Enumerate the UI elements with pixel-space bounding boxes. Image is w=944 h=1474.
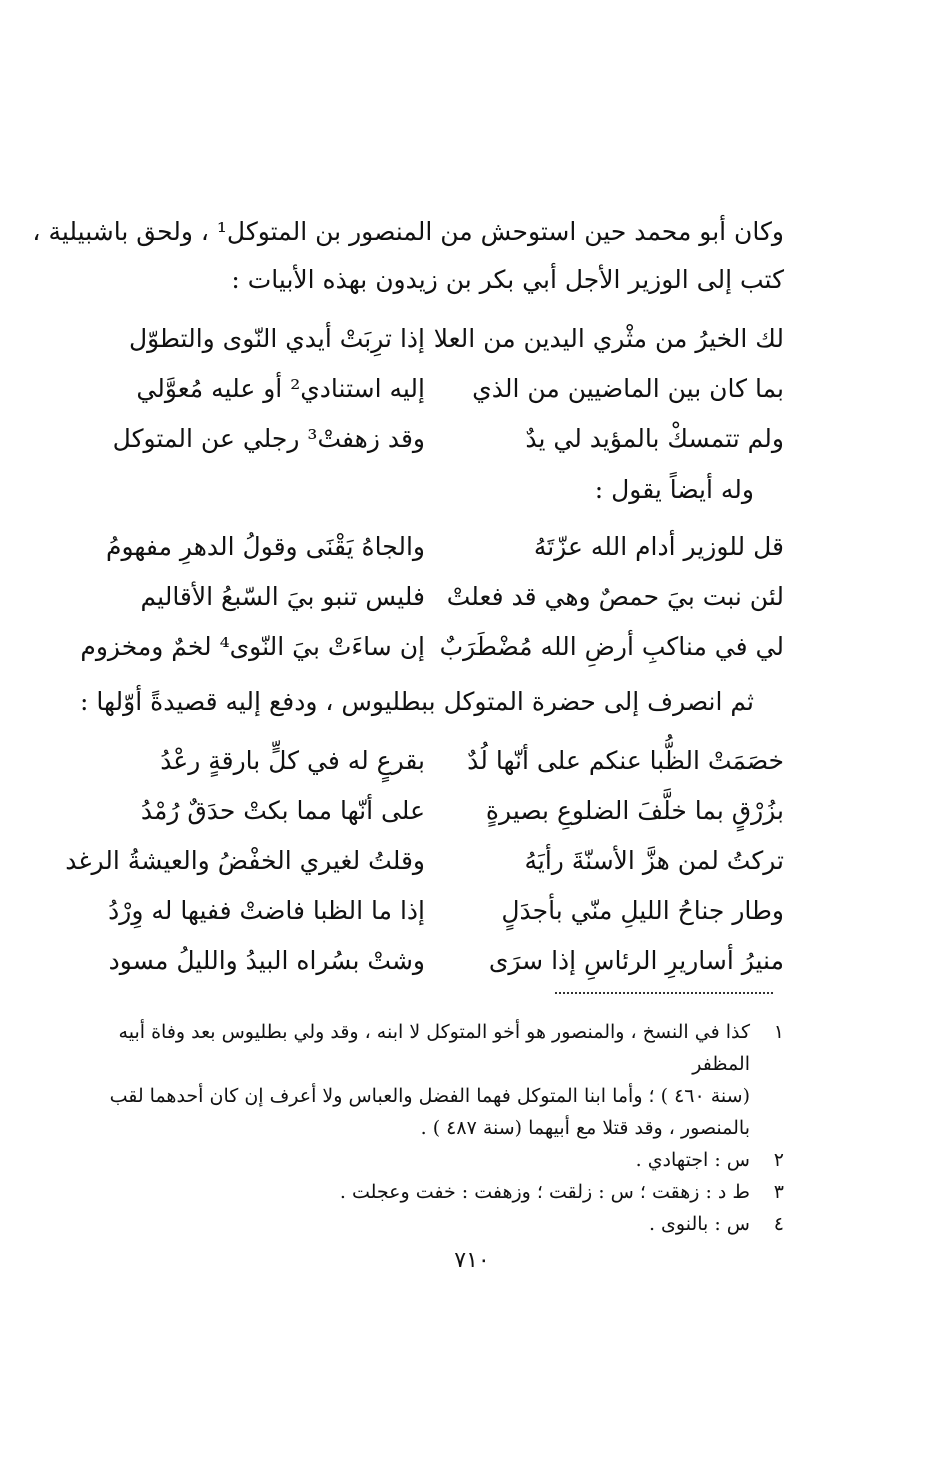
first-hemistich: قل للوزير أدام الله عزّتَهُ <box>533 532 784 561</box>
footnote-divider <box>555 992 773 994</box>
footnote <box>94 1176 784 1208</box>
second-hemistich: على أنّها مما بكتْ حدَقٌ رُمْدُ <box>140 796 425 825</box>
second-hemistich: إليه استنادي² أو عليه مُعوَّلي <box>136 374 425 403</box>
page-number: ٧١٠ <box>454 1248 490 1273</box>
second-hemistich: بقرعٍ له في كلٍّ بارقةٍ رعْدُ <box>160 746 425 775</box>
verse-line <box>105 572 784 622</box>
verse-line <box>105 522 784 572</box>
first-hemistich: لك الخيرُ من مثْري اليدين من العلا <box>433 324 784 353</box>
second-hemistich: والجاهُ يَقْنَى وقولُ الدهرِ مفهومُ <box>106 532 425 561</box>
verse-line <box>105 314 784 364</box>
footnote-text: س : اجتهادي . <box>635 1149 750 1171</box>
first-hemistich: بزُرْقٍ بما خلَّفَ الضلوعِ بصيرةٍ <box>485 796 784 825</box>
second-hemistich: وقلتُ لغيري الخفْضُ والعيشةُ الرغد <box>65 846 425 875</box>
first-hemistich: تركتُ لمن هزَّ الأسنّةَ رأيَهُ <box>524 846 784 875</box>
footnote-text: بالمنصور ، وقد قتلا مع أبيهما (سنة ٤٨٧ ) . <box>420 1117 750 1139</box>
footnote <box>94 1144 784 1176</box>
verse-line <box>105 736 784 786</box>
verse-line <box>105 936 784 986</box>
first-hemistich: بما كان بين الماضيين من الذي <box>472 374 784 403</box>
poem-3 <box>65 736 784 986</box>
second-hemistich: وشتْ بسُراه البيدُ والليلُ مسود <box>108 946 425 975</box>
footnote-text: ط د : زهقت ؛ س : زلقت ؛ وزهفت : خفت وعجلت . <box>339 1181 750 1203</box>
first-hemistich: وطار جناحُ الليلِ منّي بأجدَلٍ <box>501 896 784 925</box>
footnote-text: (سنة ٤٦٠ ) ؛ وأما ابنا المتوكل فهما الفضل والعباس ولا أعرف إن كان أحدهما لقب <box>109 1085 750 1107</box>
intro-line: كتب إلى الوزير الأجل أبي بكر بن زيدون بهذه الأبيات : <box>231 265 784 294</box>
section-heading: وله أيضاً يقول : <box>594 475 754 504</box>
second-hemistich: وقد زهفتْ³ رجلي عن المتوكل <box>112 424 425 453</box>
first-hemistich: لئن نبت بيَ حمصٌ وهي قد فعلتْ <box>446 582 784 611</box>
footnote-number: ٣ <box>773 1181 784 1203</box>
verse-line <box>105 364 784 414</box>
section-heading: ثم انصرف إلى حضرة المتوكل ببطليوس ، ودفع إليه قصيدةً أوّلها : <box>80 687 754 716</box>
second-hemistich: إذا ما الظبا فاضتْ ففيها له وِرْدُ <box>108 896 425 925</box>
footnote <box>94 1208 784 1240</box>
verse-line <box>105 414 784 464</box>
verse-line <box>105 786 784 836</box>
footnote-text: س : بالنوى . <box>648 1213 750 1235</box>
first-hemistich: منيرُ أساريرِ الرئاسِ إذا سرَى <box>488 946 784 975</box>
second-hemistich: إذا ترِبَتْ أيدي النّوى والتطوّل <box>128 324 425 353</box>
footnote <box>94 1016 784 1080</box>
poem-1 <box>105 314 784 464</box>
second-hemistich: إن ساءَتْ بيَ النّوى⁴ لخمٌ ومخزوم <box>80 632 425 661</box>
verse-line <box>105 886 784 936</box>
intro-paragraph <box>32 208 784 304</box>
first-hemistich: ولم تتمسكْ بالمؤيد لي يدٌ <box>525 424 784 453</box>
first-hemistich: خصَمَتْ الظُّبا عنكم على أنّها لُدٌ <box>467 746 784 775</box>
verse-line <box>65 836 784 886</box>
footnote-number: ٢ <box>773 1149 784 1171</box>
footnote-text: كذا في النسخ ، والمنصور هو أخو المتوكل لا ابنه ، وقد ولي بطليوس بعد وفاة أبيه المظفر <box>118 1021 750 1075</box>
poem-2 <box>80 522 784 672</box>
footnote-number: ٤ <box>773 1213 784 1235</box>
footnote-number: ١ <box>773 1021 784 1043</box>
first-hemistich: لي في مناكبِ أرضِ الله مُضْطَرَبٌ <box>439 632 784 661</box>
second-hemistich: فليس تنبو بيَ السّبعُ الأقاليم <box>140 582 425 611</box>
verse-line <box>80 622 784 672</box>
intro-line: وكان أبو محمد حين استوحش من المنصور بن المتوكل¹ ، ولحق باشبيلية ، <box>32 217 784 246</box>
footnotes <box>94 1016 784 1240</box>
